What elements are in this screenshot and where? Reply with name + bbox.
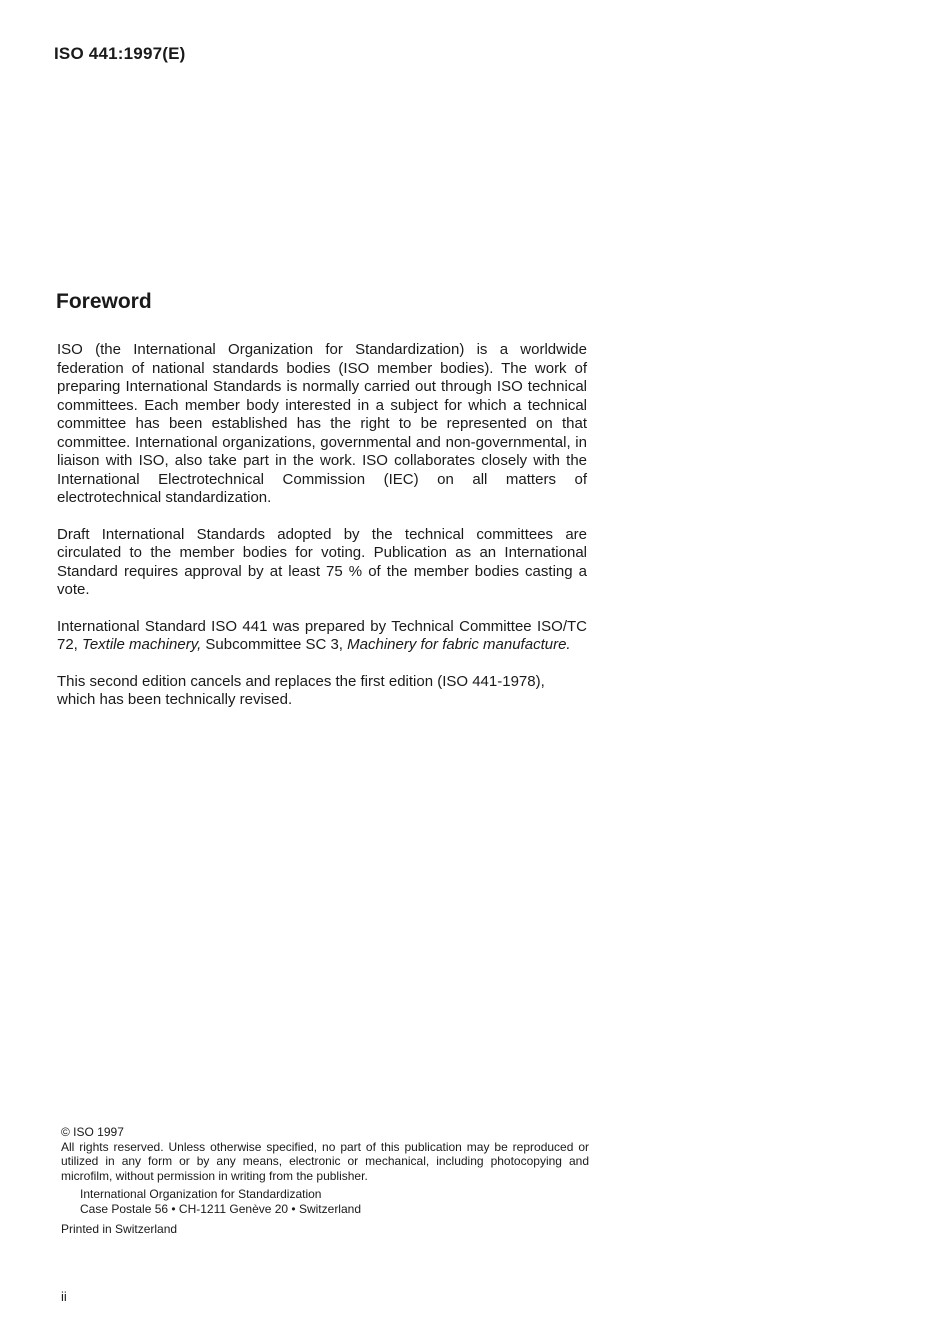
document-id: ISO 441:1997(E) xyxy=(54,44,186,63)
foreword-paragraph-4: This second edition cancels and replaces the first edition (ISO 441-1978), which has been technically revised. xyxy=(57,672,545,708)
copyright-block xyxy=(61,1125,589,1237)
foreword-paragraph-1: ISO (the International Organization for Standardization) is a worldwide federation of national standards bodies (ISO member bodies). The work of preparing International Standards is normally carried out through ISO technical committees. Each member body interested in a subject for which a technical committee has been established has the right to be represented on that committee. International organizations, governmental and non-governmental, in liaison with ISO, also take part in the work. ISO collaborates closely with the International Electrotechnical Commission (IEC) on all matters of electrotechnical standardization. xyxy=(57,341,587,506)
page-number: ii xyxy=(61,1289,67,1304)
printed-in: Printed in Switzerland xyxy=(61,1222,178,1236)
p3-text-2: Subcommittee SC 3, xyxy=(201,636,348,653)
foreword-paragraph-3 xyxy=(57,618,587,655)
subcommittee-name: Machinery for fabric manufacture. xyxy=(347,636,571,653)
postal-address: Case Postale 56 • CH-1211 Genève 20 • Switzerland xyxy=(80,1201,361,1216)
foreword-paragraph-2: Draft International Standards adopted by the technical committees are circulated to the member bodies for voting. Publication as an International Standard requires approval by at least 75 % of the member bodies casting a vote. xyxy=(57,525,587,598)
foreword-heading: Foreword xyxy=(56,290,152,313)
foreword-body xyxy=(57,341,587,728)
p3-text-1: International Standard ISO 441 was prepared by Technical Committee ISO/TC 72, xyxy=(57,617,587,653)
organization-name: International Organization for Standardization xyxy=(80,1187,322,1201)
copyright-line: © ISO 1997 xyxy=(61,1125,124,1139)
rights-notice: All rights reserved. Unless otherwise specified, no part of this publication may be reproduced or utilized in any form or by any means, electronic or mechanical, including photocopying and microfilm, without permission in writing from the publisher. xyxy=(61,1139,589,1183)
committee-name: Textile machinery, xyxy=(82,636,202,653)
publisher-address xyxy=(80,1187,589,1216)
